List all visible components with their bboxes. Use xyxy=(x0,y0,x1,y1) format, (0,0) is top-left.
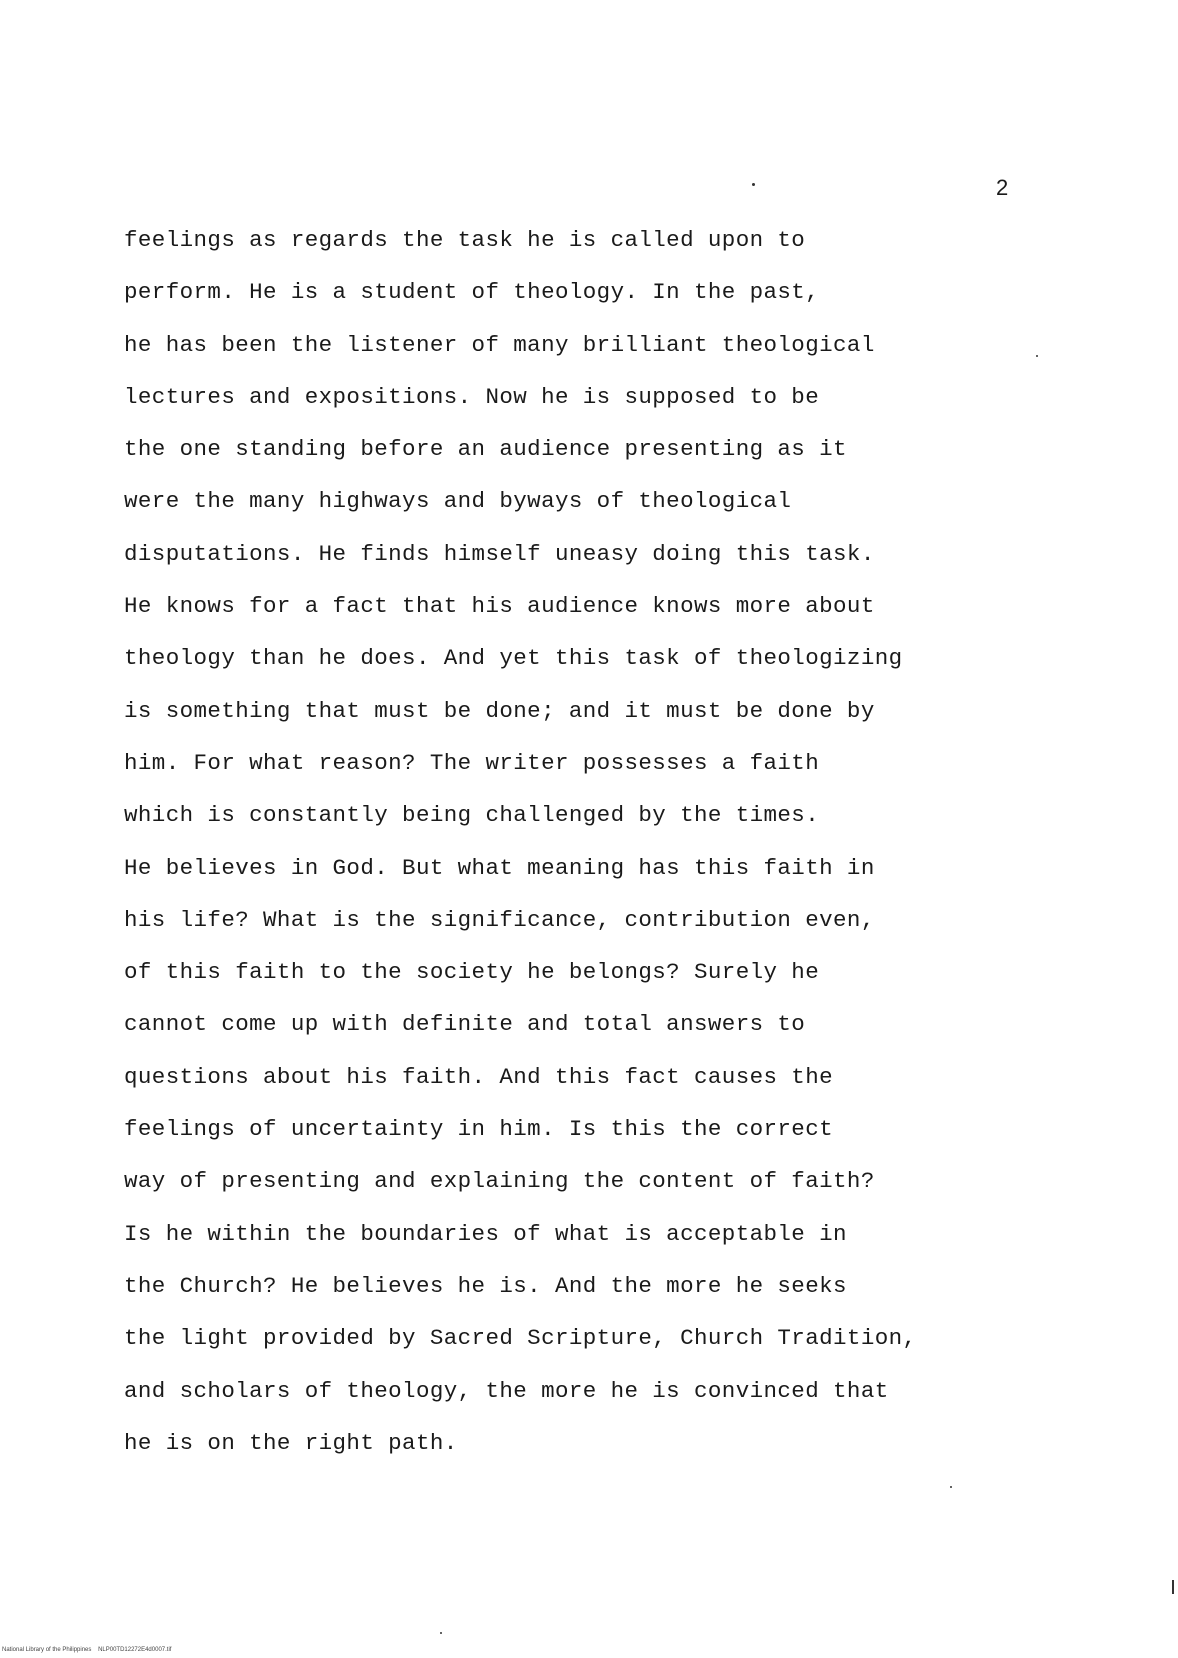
text-line: way of presenting and explaining the content of faith? xyxy=(124,1168,875,1195)
text-line: he is on the right path. xyxy=(124,1429,458,1456)
text-line: cannot come up with definite and total answers to xyxy=(124,1011,806,1038)
text-line: and scholars of theology, the more he is convinced that xyxy=(124,1377,889,1404)
scan-speck xyxy=(1172,1580,1174,1594)
footer-file-id: NLP00TD12272E4d0007.tif xyxy=(98,1647,172,1653)
scan-speck xyxy=(440,1632,442,1634)
text-line: He believes in God. But what meaning has this faith in xyxy=(124,854,875,881)
text-line: questions about his faith. And this fact causes the xyxy=(124,1063,834,1090)
text-line: feelings of uncertainty in him. Is this the correct xyxy=(124,1116,834,1143)
text-line: the light provided by Sacred Scripture, Church Tradition, xyxy=(124,1325,917,1352)
body-text xyxy=(124,214,1024,1469)
text-line: He knows for a fact that his audience knows more about xyxy=(124,593,875,620)
footer-library: National Library of the Philippines xyxy=(2,1647,92,1653)
text-line: were the many highways and byways of theological xyxy=(124,488,792,515)
scan-speck xyxy=(950,1486,952,1488)
text-line: lectures and expositions. Now he is supposed to be xyxy=(124,383,820,410)
scan-speck xyxy=(752,183,755,186)
text-line: the one standing before an audience presenting as it xyxy=(124,436,847,463)
text-line: he has been the listener of many brilliant theological xyxy=(124,331,875,358)
text-line: him. For what reason? The writer possesses a faith xyxy=(124,749,820,776)
scan-footer xyxy=(2,1646,171,1654)
text-line: Is he within the boundaries of what is acceptable in xyxy=(124,1220,847,1247)
text-line: feelings as regards the task he is called upon to xyxy=(124,227,806,253)
scan-speck xyxy=(1036,355,1038,357)
text-line: the Church? He believes he is. And the more he seeks xyxy=(124,1272,847,1299)
text-line: is something that must be done; and it must be done by xyxy=(124,697,875,724)
text-line: which is constantly being challenged by the times. xyxy=(124,802,820,829)
text-line: disputations. He finds himself uneasy doing this task. xyxy=(124,540,875,567)
text-line: theology than he does. And yet this task of theologizing xyxy=(124,645,903,672)
text-line: of this faith to the society he belongs? Surely he xyxy=(124,959,820,986)
text-line: perform. He is a student of theology. In the past, xyxy=(124,279,820,306)
page-number: 2 xyxy=(996,175,1009,200)
text-line: his life? What is the significance, contribution even, xyxy=(124,906,875,933)
